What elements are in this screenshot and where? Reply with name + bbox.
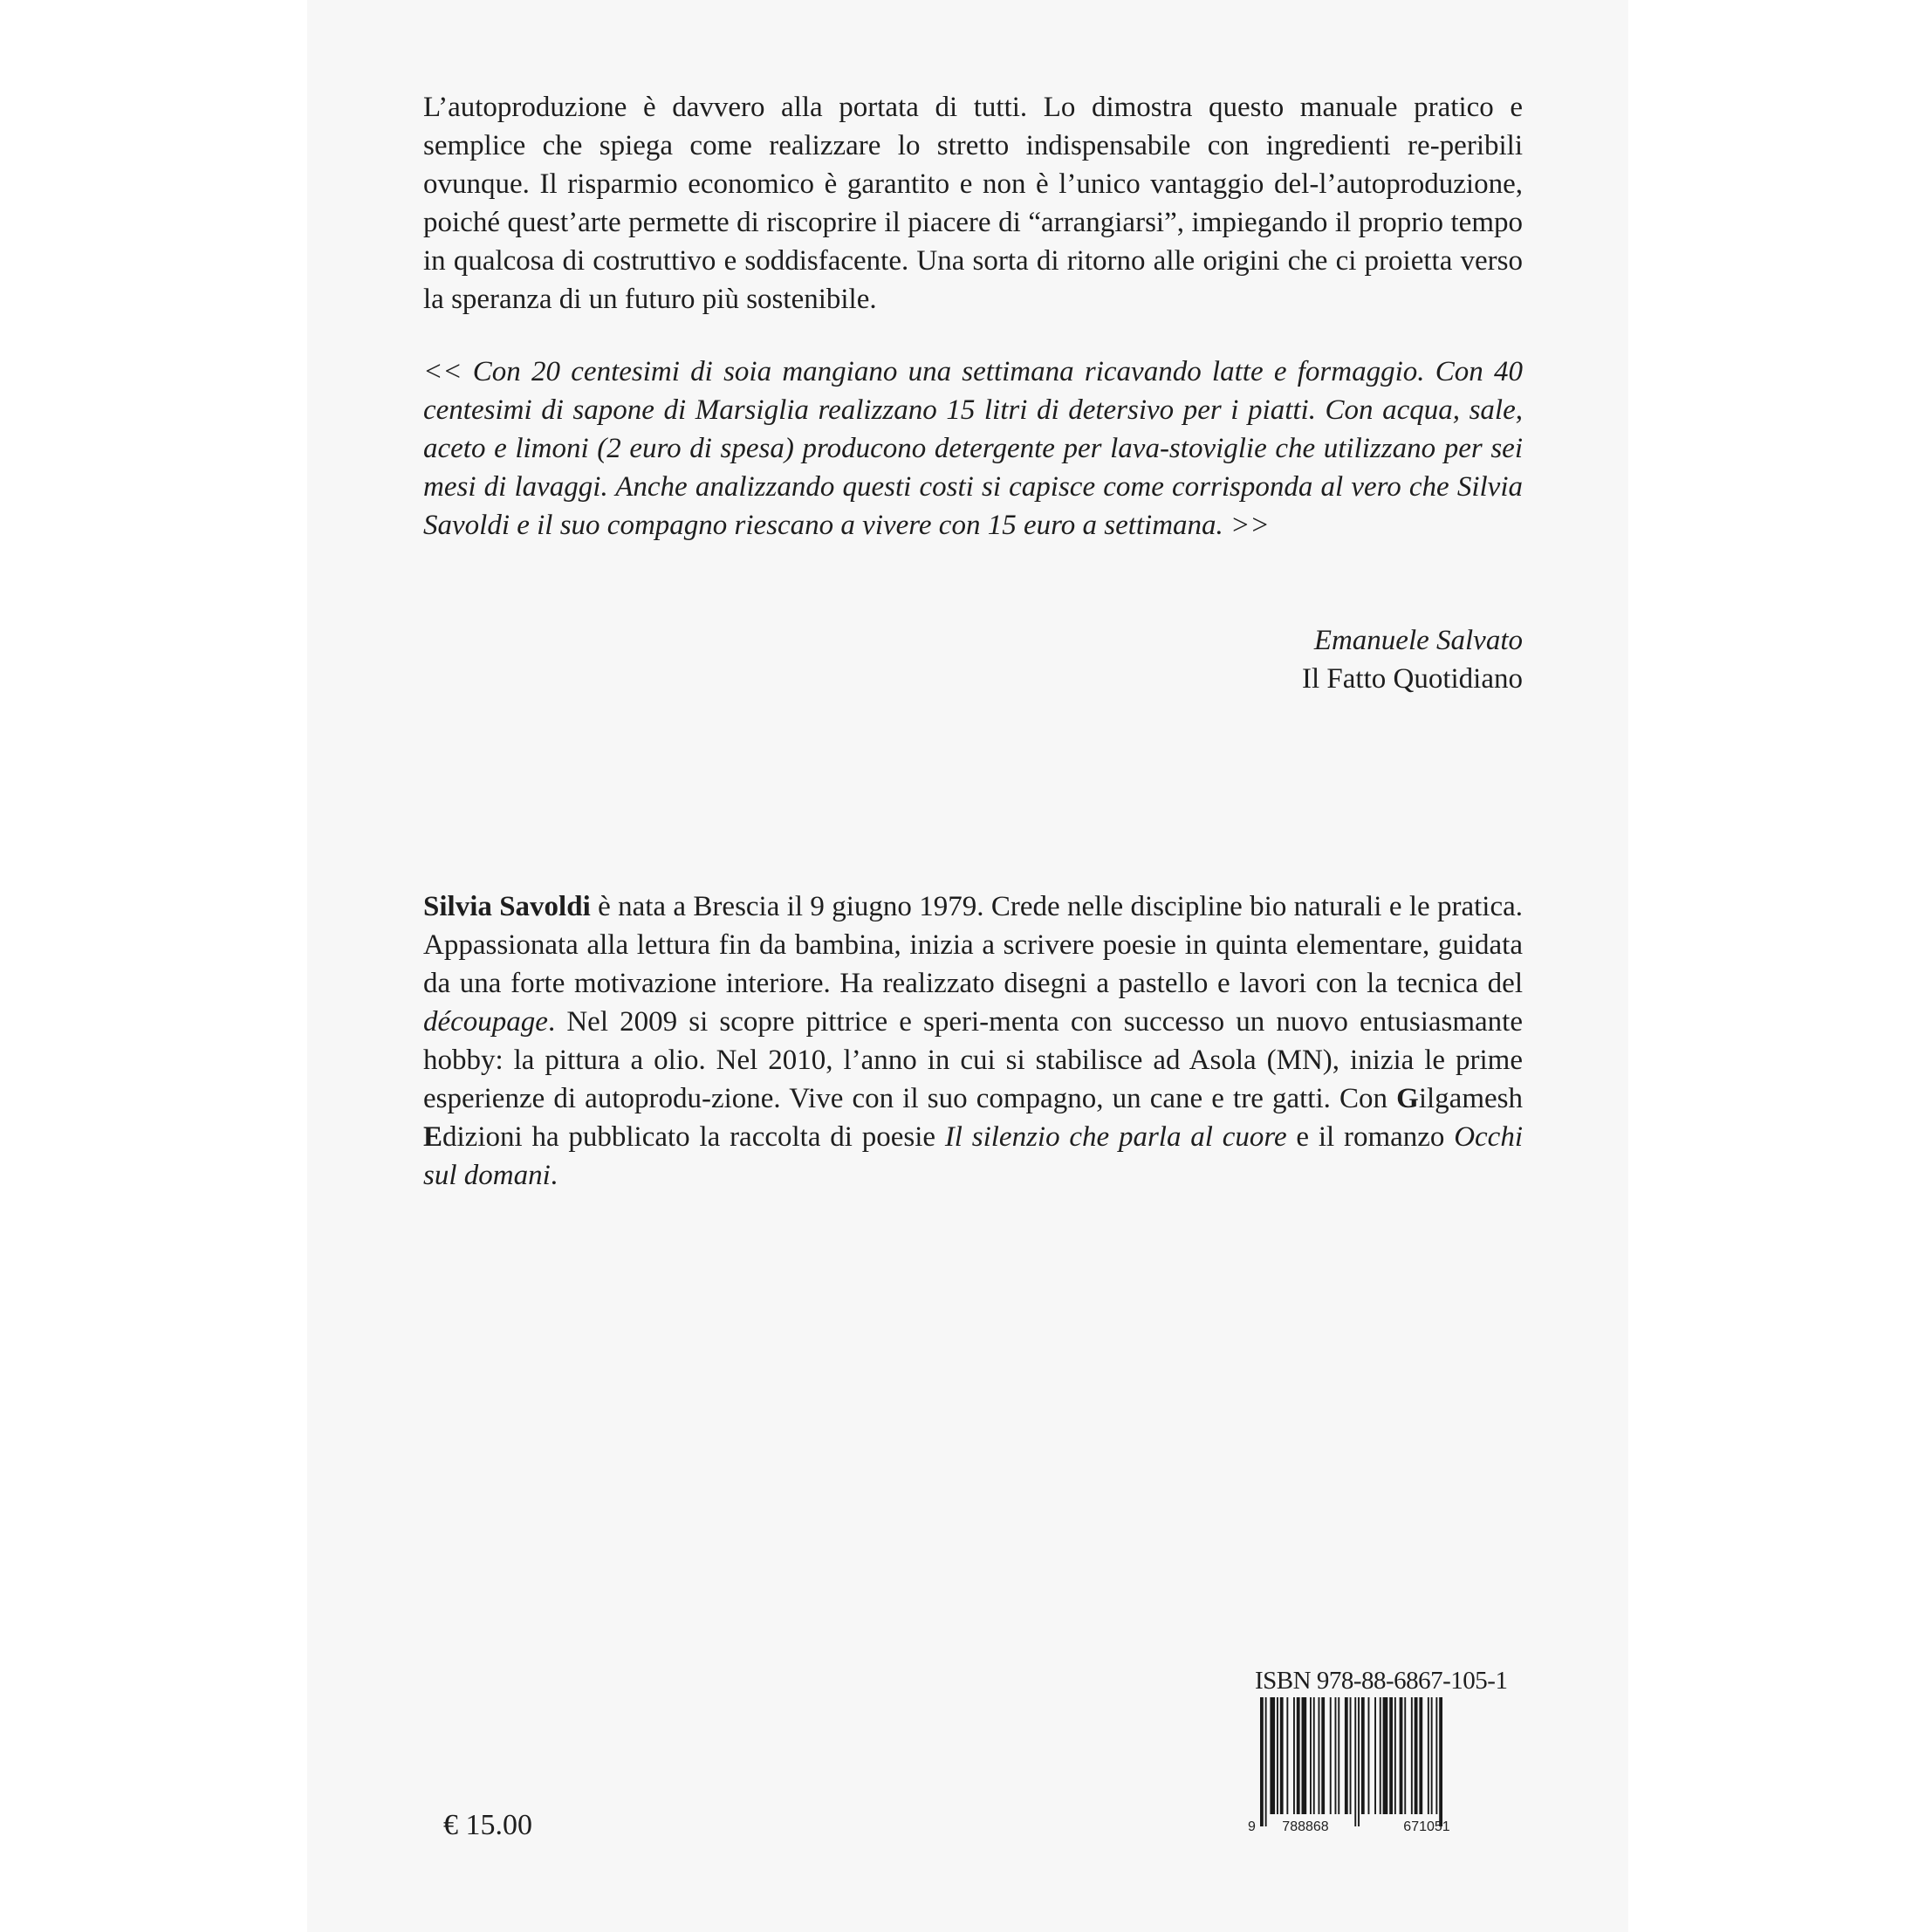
publisher-rest-2: dizioni — [442, 1121, 523, 1153]
barcode-bar — [1431, 1697, 1433, 1814]
barcode-bar — [1280, 1697, 1284, 1814]
barcode-bar — [1319, 1697, 1320, 1814]
barcode-bar — [1310, 1697, 1312, 1814]
barcode-bar — [1321, 1697, 1325, 1814]
barcode-bar — [1419, 1697, 1422, 1814]
barcode-bar — [1411, 1697, 1413, 1814]
barcode-bar — [1330, 1697, 1332, 1814]
barcode-bar — [1277, 1697, 1278, 1814]
barcode-bar — [1338, 1697, 1339, 1814]
barcode-bar — [1265, 1697, 1267, 1826]
barcode-bar — [1439, 1697, 1442, 1826]
barcode-bar — [1358, 1697, 1360, 1826]
barcode-bar — [1302, 1697, 1307, 1814]
barcode-bar — [1383, 1697, 1388, 1814]
barcode-bar — [1345, 1697, 1348, 1814]
publisher-rest-1: ilgamesh — [1418, 1083, 1523, 1114]
barcode-bar — [1354, 1697, 1356, 1826]
bio-text-3: ha pubblicato la raccolta di poesie — [522, 1121, 945, 1153]
barcode-digits-left: 788868 — [1282, 1819, 1329, 1834]
barcode-bar — [1428, 1697, 1429, 1814]
barcode-bar — [1293, 1697, 1295, 1814]
barcode-digits-right: 671051 — [1403, 1819, 1450, 1834]
bio-text-1: è nata a Brescia il 9 giugno 1979. Crede nelle discipline bio naturali e le pratica. Appassionata alla lettura fin da bambina, inizia a scrivere poesie in quinta elementare, guidata da una forte motivazione interiore. Ha realizzato disegni a pastello e lavori con la tecnica del — [423, 891, 1524, 999]
barcode-bar — [1380, 1697, 1381, 1814]
publisher-initial-e: E — [423, 1121, 443, 1153]
barcode-bar — [1415, 1697, 1418, 1814]
author-bio — [423, 887, 1523, 1195]
barcode-bar — [1350, 1697, 1352, 1814]
price-label: € 15.00 — [443, 1809, 532, 1841]
barcode-bar — [1260, 1697, 1264, 1826]
barcode-bar — [1389, 1697, 1393, 1814]
barcode-bar — [1286, 1697, 1288, 1814]
author-name: Silvia Savoldi — [423, 891, 591, 922]
barcode-bar — [1374, 1697, 1376, 1814]
book-title-poetry: Il silenzio che parla al cuore — [944, 1121, 1287, 1153]
barcode-bar — [1297, 1697, 1300, 1814]
barcode-bar — [1335, 1697, 1337, 1814]
barcode-bar — [1368, 1697, 1370, 1814]
intro-paragraph — [423, 88, 1523, 319]
quote-text: << Con 20 centesimi di soia mangiano una settimana ricavando latte e formaggio. Con 40 centesimi di sapone di Marsiglia realizzano 15 litri di detersivo per i piatti. Con acqua, sale, aceto e limoni (2 euro di spesa) producono detergente per lava-stoviglie che utilizzano per sei mesi di lavaggi. Anche analizzando questi costi si capisce come corrisponda al vero che Silvia Savoldi e il suo compagno riescano a vivere con 15 euro a settimana. >> — [423, 356, 1523, 541]
barcode-bar — [1361, 1697, 1365, 1814]
quote-source: Il Fatto Quotidiano — [1302, 663, 1523, 695]
barcode-bar — [1400, 1697, 1403, 1814]
barcode-bars — [1260, 1697, 1442, 1826]
quote-author: Emanuele Salvato — [1313, 625, 1523, 656]
publisher-initial-g: G — [1396, 1083, 1419, 1114]
barcode-bar — [1404, 1697, 1406, 1814]
book-title-novel: Occhi sul domani — [423, 1121, 1523, 1191]
bio-text-4: e il romanzo — [1286, 1121, 1455, 1153]
barcode-bar — [1394, 1697, 1396, 1814]
quote-attribution — [1082, 621, 1523, 698]
bio-text — [423, 887, 1523, 1195]
barcode-bar — [1435, 1697, 1437, 1814]
barcode — [1246, 1697, 1499, 1837]
isbn-number: ISBN 978-88-6867-105-1 — [1255, 1667, 1508, 1695]
bio-text-2: . Nel 2009 si scopre pittrice e speri-menta con successo un nuovo entusiasmante hobby: la pittura a olio. Nel 2010, l’anno in cui si stabilisce ad Asola (MN), inizia le prime esperienze di autoprodu-zione. Vive con il suo compagno, un cane e tre gatti. Con — [423, 1006, 1523, 1114]
barcode-digit-first: 9 — [1248, 1819, 1256, 1834]
bio-text-5: . — [550, 1160, 558, 1191]
review-quote — [423, 353, 1523, 545]
decoupage-term: découpage — [423, 1006, 548, 1038]
intro-text: L’autoproduzione è davvero alla portata di tutti. Lo dimostra questo manuale pratico e semplice che spiega come realizzare lo stretto indispensabile con ingredienti re-peribili ovunque. Il risparmio economico è garantito e non è l’unico vantaggio del-l’autoproduzione, poiché quest’arte permette di riscoprire il piacere di “arrangiarsi”, impiegando il proprio tempo in qualcosa di costruttivo e soddisfacente. Una sorta di ritorno alle origini che ci proietta verso la speranza di un futuro più sostenibile. — [423, 92, 1523, 315]
barcode-bar — [1313, 1697, 1315, 1814]
barcode-bar — [1270, 1697, 1275, 1814]
